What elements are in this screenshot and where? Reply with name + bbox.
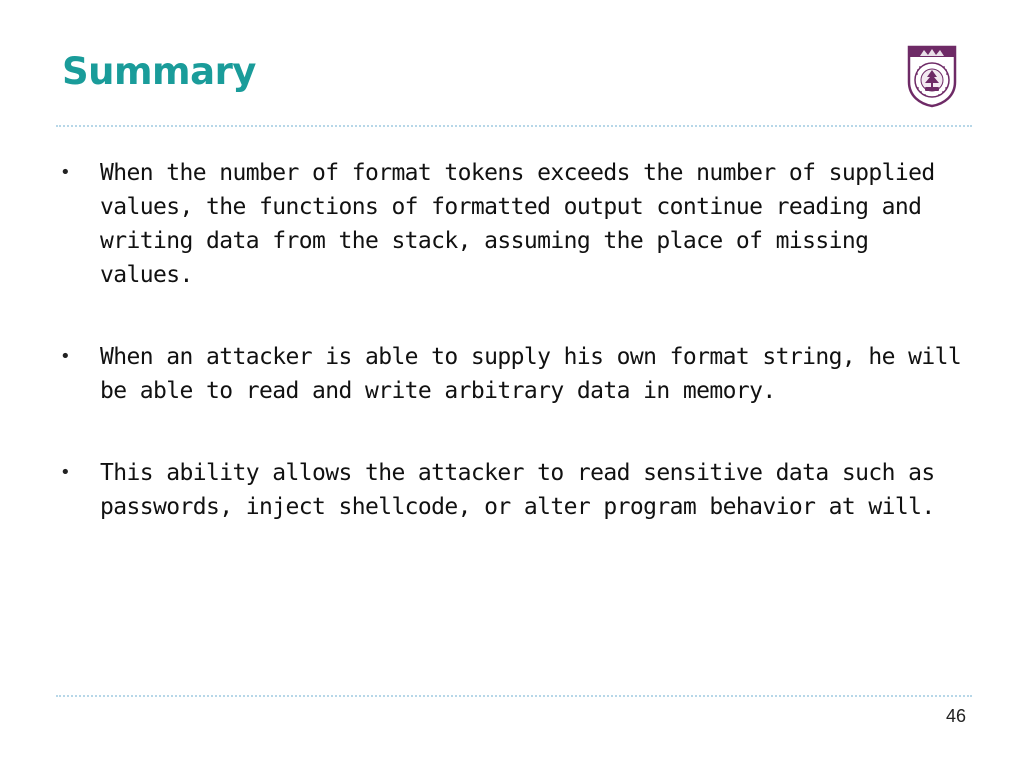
bullet-marker: • [60,162,71,183]
footer-divider [56,695,972,697]
slide-title: Summary [62,50,256,93]
bullet-item [56,156,966,292]
bullet-list [56,156,966,572]
page-number: 46 [945,706,966,726]
bullet-item [56,456,966,524]
bullet-text: This ability allows the attacker to read sensitive data such as passwords, inject shellcode, or alter program behavior at will. [100,460,935,520]
university-crest-icon [906,44,958,108]
bullet-marker: • [60,346,71,367]
bullet-text: When an attacker is able to supply his own format string, he will be able to read and write arbitrary data in memory. [100,344,962,404]
bullet-item [56,340,966,408]
bullet-text: When the number of format tokens exceeds the number of supplied values, the functions of formatted output continue reading and writing data from the stack, assuming the place of missing values. [100,160,935,288]
title-divider [56,125,972,127]
bullet-marker: • [60,462,71,483]
